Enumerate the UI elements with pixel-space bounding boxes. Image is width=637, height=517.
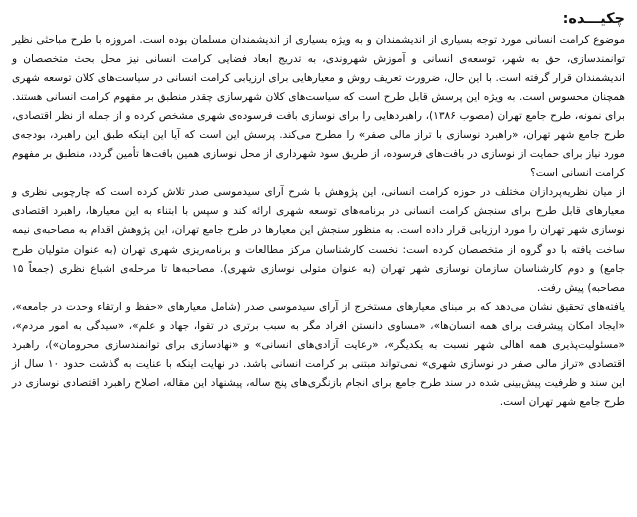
abstract-heading: چکیـــده: <box>562 11 625 27</box>
abstract-paragraph-method: از میان نظریه‌پردازان مختلف در حوزه کرامت انسانی، این پژوهش با شرح آرای سیدموسی صدر تلاش کرده است که چارچوبی نظری و معیارهای قابل طرح برای سنجش کرامت انسانی در برنامه‌های توسعه شهری ارائه کند و سپس با ابتناء به این معیارها، راهبرد اقتصادی نوسازی شهر تهران را مورد ارزیابی قرار داده است. به منظور سنجش این معیارها در طرح جامع تهران، این پژوهش اقدام به مصاحبه‌ی نیمه ساخت یافته با دو گروه از متخصصان کرده است: نخست کارشناسان مرکز مطالعات و برنامه‌ریزی شهری تهران (به عنوان متولیان طرح جامع) و دوم کارشناسان سازمان نوسازی شهر تهران (به عنوان متولی نوسازی شهری). مصاحبه‌ها تا مرحله‌ی اشباع نظری (جمعاً ۱۵ مصاحبه) پیش رفت. <box>12 186 625 294</box>
abstract-paragraph-findings: یافته‌های تحقیق نشان می‌دهد که بر مبنای معیارهای مستخرج از آرای سیدموسی صدر (شامل معیارهای «حفظ و ارتقاء وحدت در جامعه»، «ایجاد امکان پیشرفت برای همه انسان‌ها»، «مساوی دانستن افراد مگر به سبب برتری در تقوا، جهاد و علم»، «سیدگی به امور مردم»، «مسئولیت‌پذیری همه اهالی شهر نسبت به یکدیگر»، «رعایت آزادی‌های انسانی» و «نهادسازی برای توانمندسازی محرومان»)، راهبرد اقتصادی «تراز مالی صفر در نوسازی شهری» نمی‌تواند مبتنی بر کرامت انسانی باشد. در نهایت اینکه با عنایت به گذشت حدود ۱۰ سال از این سند و ظرفیت پیش‌بینی شده در سند طرح جامع برای انجام بازنگری‌های پنج ساله، پیشنهاد این مقاله، اصلاح راهبرد اقتصادی نوسازی در طرح جامع شهر تهران است. <box>12 300 625 408</box>
abstract-paragraph-intro: موضوع کرامت انسانی مورد توجه بسیاری از اندیشمندان و به ویژه بسیاری از اندیشمندان مسلمان بوده است. امروزه با طرح مباحثی نظیر توانمندسازی، حق به شهر، توسعه‌ی انسانی و آموزش شهروندی، به تدریج ابعاد فضایی کرامت انسانی نیز محل بحث متخصصان و اندیشمندان قرار گرفته است. با این حال، ضرورت تعریف روش و معیارهایی برای ارزیابی کرامت انسانی در سیاست‌های کلان توسعه شهری همچنان محسوس است. به ویژه این پرسش قابل طرح است که سیاست‌های کلان شهرسازی چقدر منطبق بر مفهوم کرامت انسانی هستند. برای نمونه، طرح جامع تهران (مصوب ۱۳۸۶)، راهبردهایی را برای نوسازی بافت فرسوده‌ی شهری مشخص کرده و از جمله از نظر اقتصادی، طرح جامع شهر تهران، «راهبرد نوسازی با تراز مالی صفر» را مطرح می‌کند. پرسش این است که آیا این اینکه طبق این راهبرد، بودجه‌ی مورد نیاز برای حمایت از نوسازی در بافت‌های فرسوده، از طریق سود شهرداری از محل نوسازی همین بافت‌ها تأمین گردد، منطبق بر مفهوم کرامت انسانی است؟ <box>12 34 625 180</box>
